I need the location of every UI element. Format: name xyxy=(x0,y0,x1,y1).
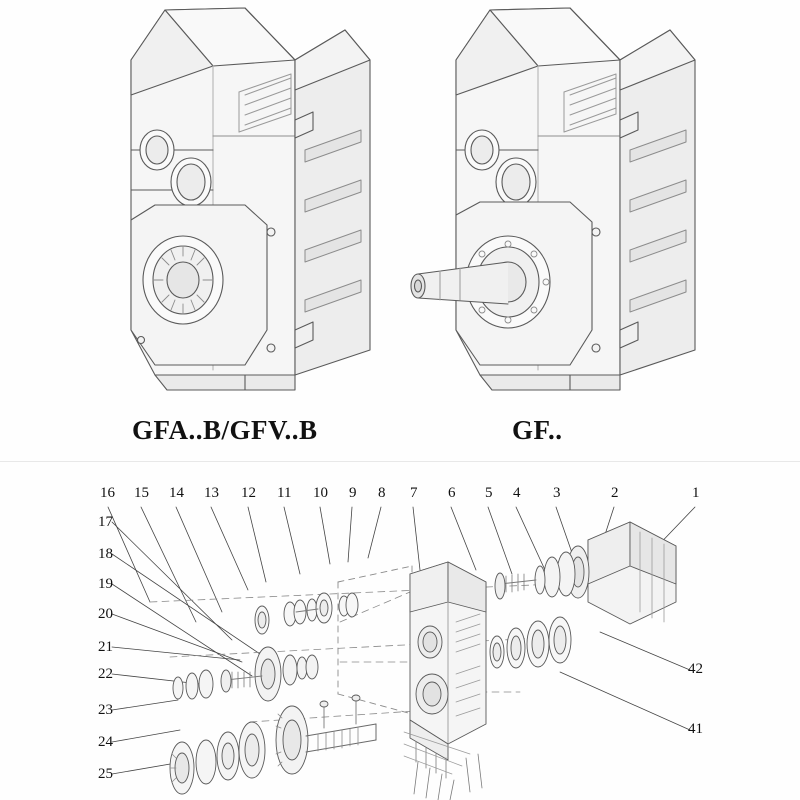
callout-11: 11 xyxy=(277,485,292,501)
exploded-parts-diagram xyxy=(0,462,800,800)
callout-21: 21 xyxy=(98,639,113,655)
gearbox-gfab-gfvb-drawing xyxy=(95,0,395,400)
callout-23: 23 xyxy=(98,702,113,718)
callout-18: 18 xyxy=(98,546,113,562)
callout-16: 16 xyxy=(100,485,115,501)
callout-8: 8 xyxy=(378,485,386,501)
callout-1: 1 xyxy=(692,485,700,501)
caption-gf: GF.. xyxy=(512,415,563,445)
callout-42: 42 xyxy=(688,661,703,677)
gearbox-gf-drawing xyxy=(400,0,710,400)
callout-25: 25 xyxy=(98,766,113,782)
caption-gfab-gfvb: GFA..B/GFV..B xyxy=(132,415,318,445)
callout-14: 14 xyxy=(169,485,184,501)
callout-4: 4 xyxy=(513,485,521,501)
callout-24: 24 xyxy=(98,734,113,750)
callout-9: 9 xyxy=(349,485,357,501)
callout-41: 41 xyxy=(688,721,703,737)
callout-15: 15 xyxy=(134,485,149,501)
callout-5: 5 xyxy=(485,485,493,501)
callout-12: 12 xyxy=(241,485,256,501)
callout-19: 19 xyxy=(98,576,113,592)
callout-7: 7 xyxy=(410,485,418,501)
callout-13: 13 xyxy=(204,485,219,501)
callout-17: 17 xyxy=(98,514,113,530)
callout-2: 2 xyxy=(611,485,619,501)
callout-22: 22 xyxy=(98,666,113,682)
callout-6: 6 xyxy=(448,485,456,501)
callout-10: 10 xyxy=(313,485,328,501)
callout-3: 3 xyxy=(553,485,561,501)
callout-20: 20 xyxy=(98,606,113,622)
